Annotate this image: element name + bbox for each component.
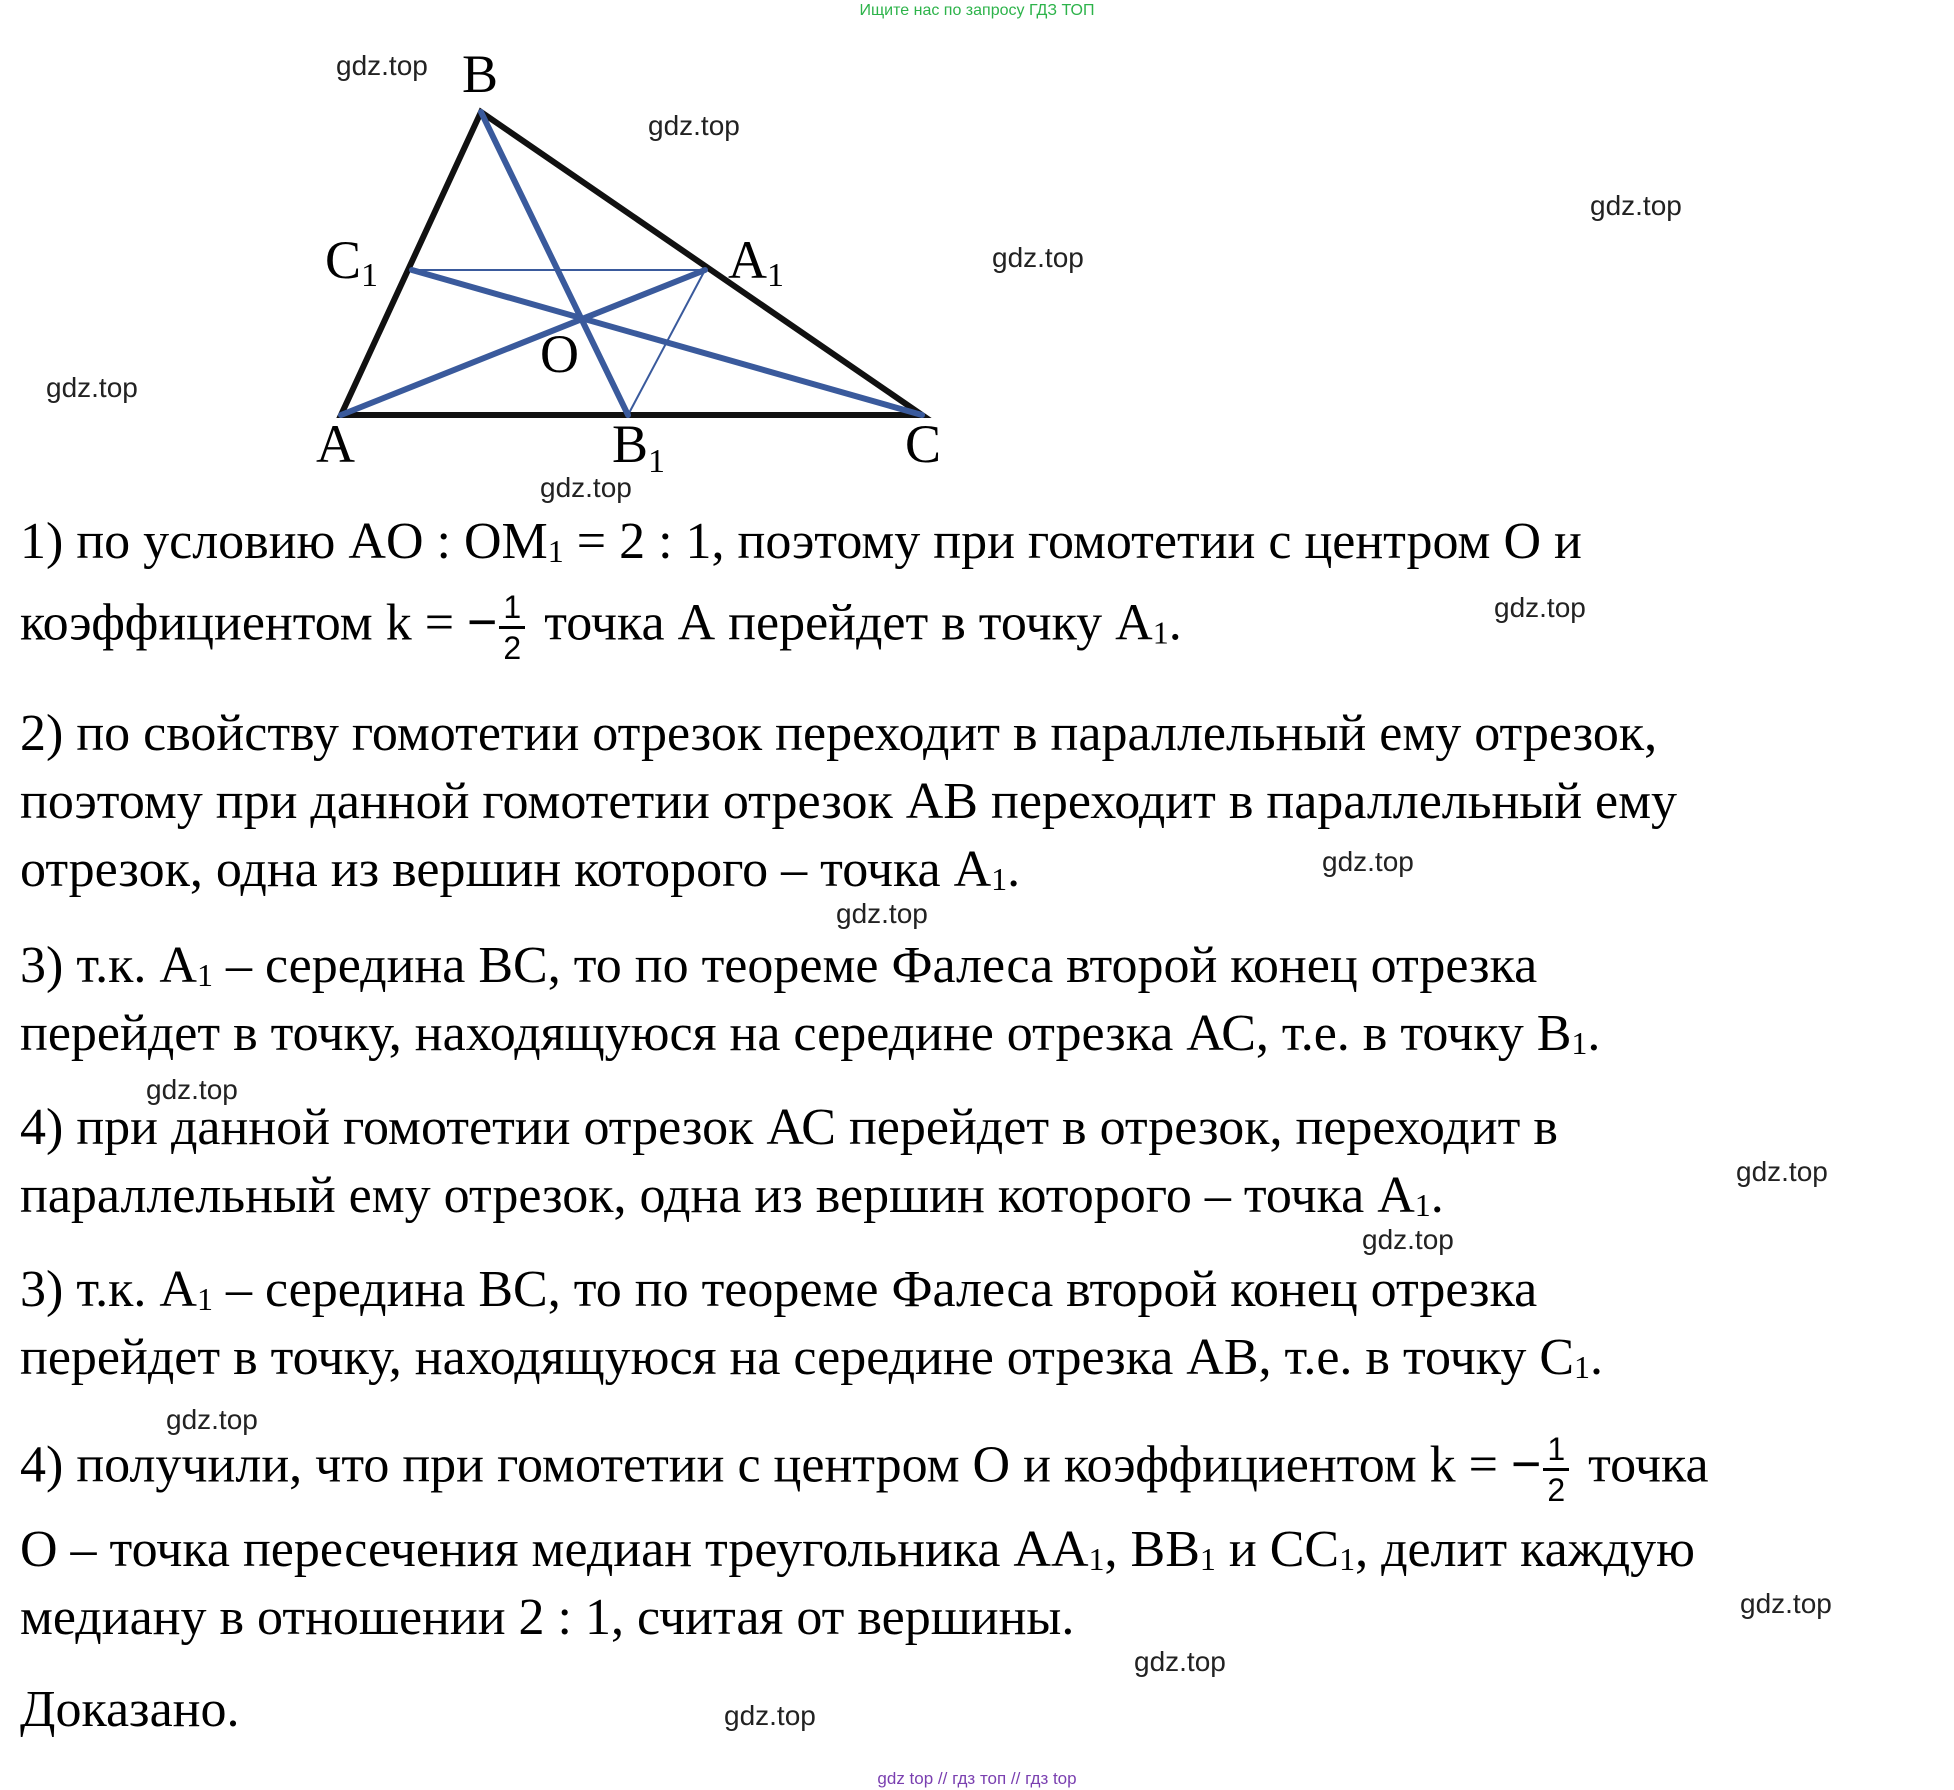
label-b1: B1: [612, 414, 666, 480]
watermark: gdz.top: [46, 372, 138, 403]
watermark: gdz.top: [1494, 592, 1586, 623]
triangle-abc: [341, 112, 922, 415]
watermark: gdz.top: [336, 50, 428, 81]
label-o: O: [540, 324, 579, 384]
label-b: B: [462, 44, 499, 104]
watermark: gdz.top: [1134, 1646, 1226, 1677]
paragraph-6: 4) получили, что при гомотетии с центром О и коэффициентом k = − $\frac{1}{2}$ точка: [20, 1431, 1709, 1508]
watermark: gdz.top: [540, 472, 632, 503]
paragraph-6-lines: О – точка пересечения медиан треугольника $АА_1$, $ВВ_1$ и $СС_1$, делит каждую медиану в отношении 2 : 1, считая от вершины.: [20, 1521, 1695, 1646]
label-c1: C1: [325, 230, 379, 294]
watermark: gdz.top: [1736, 1156, 1828, 1187]
watermark: gdz.top: [648, 110, 740, 141]
triangle-sides: [341, 112, 922, 415]
watermark: gdz.top: [1362, 1224, 1454, 1255]
paragraph-5: 3) т.к. $А_1$ – середина ВС, то по теореме Фалеса второй конец отрезка перейдет в точку, находящуюся на середине отрезка АВ, т.е. в точку $С_1$.: [20, 1261, 1604, 1386]
watermark: gdz.top: [992, 242, 1084, 273]
paragraph-3: 3) т.к. $А_1$ – середина ВС, то по теореме Фалеса второй конец отрезка перейдет в точку, находящуюся на середине отрезка АС, т.е. в точку $В_1$.: [20, 937, 1601, 1062]
watermark: gdz.top: [724, 1700, 816, 1731]
watermark: gdz.top: [1740, 1588, 1832, 1619]
paragraph-2: 2) по свойству гомотетии отрезок переходит в параллельный ему отрезок, поэтому при данной гомотетии отрезок АВ переходит в параллельный ему отрезок, одна из вершин которого – точка $А_1$.: [20, 705, 1678, 898]
fraction-one-half: $\frac{1}{2}$: [499, 588, 525, 667]
triangle-figure: [0, 0, 1954, 500]
watermark: gdz.top: [166, 1404, 258, 1435]
paragraph-4: 4) при данной гомотетии отрезок АС перейдет в отрезок, переходит в параллельный ему отрезок, одна из вершин которого – точка $А_1$.: [20, 1099, 1558, 1224]
watermark: gdz.top: [1322, 846, 1414, 877]
watermark: gdz.top: [1590, 190, 1682, 221]
paragraph-1: 1) по условию AO : $OM_1 = 2$ : 1, поэтому при гомотетии с центром О и: [20, 513, 1582, 570]
fraction-one-half: $\frac{1}{2}$: [1543, 1430, 1569, 1509]
bottom-banner: gdz top // гдз топ // гдз top: [877, 1769, 1077, 1788]
watermark: gdz.top: [146, 1074, 238, 1105]
segment-a1b1: [628, 270, 705, 415]
paragraph-proved: Доказано.: [20, 1681, 240, 1738]
label-c: C: [905, 414, 942, 474]
label-a1: A1: [728, 230, 784, 294]
paragraph-1-line-2: коэффициентом k = − $\frac{1}{2}$ точка А перейдет в точку $А_1$.: [20, 589, 1182, 666]
watermark: gdz.top: [836, 898, 928, 929]
top-banner: Ищите нас по запросу ГДЗ ТОП: [859, 2, 1095, 19]
label-a: A: [316, 414, 355, 474]
